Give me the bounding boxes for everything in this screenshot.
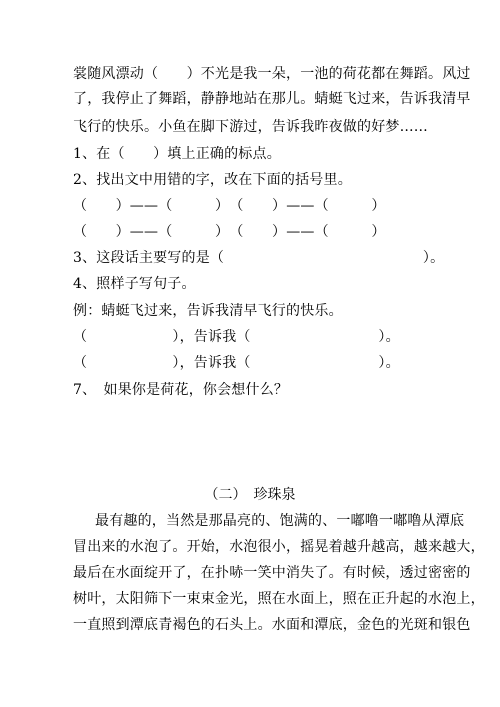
question-2-answer-row-2: （ ）——（ ） （ ）——（ ） bbox=[73, 224, 386, 240]
question-2-answer-row-1: （ ）——（ ） （ ）——（ ） bbox=[73, 198, 386, 214]
question-3: 3、这段话主要写的是（ ）。 bbox=[73, 250, 445, 266]
section2-line-2: 冒出来的水泡了。开始，水泡很小，摇晃着越升越高，越来越大， bbox=[73, 539, 485, 555]
question-4-example: 例：蜻蜓飞过来，告诉我清早飞行的快乐。 bbox=[73, 303, 343, 319]
passage1-line-2: 了，我停止了舞蹈，静静地站在那儿。蜻蜓飞过来，告诉我清早 bbox=[73, 91, 471, 107]
passage1-line-3: 飞行的快乐。小鱼在脚下游过，告诉我昨夜做的好梦…… bbox=[73, 119, 428, 135]
question-1: 1、在（ ）填上正确的标点。 bbox=[73, 146, 281, 162]
section2-line-3: 最后在水面绽开了，在扑哧一笑中消失了。有时候，透过密密的 bbox=[73, 565, 471, 581]
section2-line-1: 最有趣的，当然是那晶亮的、饱满的、一嘟噜一嘟噜从潭底 bbox=[95, 513, 465, 529]
passage1-line-1: 裳随风漂动（ ）不光是我一朵，一池的荷花都在舞蹈。风过 bbox=[73, 66, 471, 82]
section2-line-5: 一直照到潭底青褐色的石头上。水面和潭底，金色的光斑和银色 bbox=[73, 617, 471, 633]
section-title: （二） 珍珠泉 bbox=[204, 487, 296, 503]
question-4: 4、照样子写句子。 bbox=[73, 276, 196, 292]
question-4-answer-row-1: （ ），告诉我（ ）。 bbox=[73, 329, 400, 345]
question-7: 7、 如果你是荷花，你会想什么？ bbox=[73, 382, 289, 398]
section2-line-4: 树叶，太阳筛下一束束金光，照在水面上，照在正升起的水泡上， bbox=[73, 591, 485, 607]
question-2: 2、找出文中用错的字，改在下面的括号里。 bbox=[73, 172, 352, 188]
question-4-answer-row-2: （ ），告诉我（ ）。 bbox=[73, 355, 400, 371]
